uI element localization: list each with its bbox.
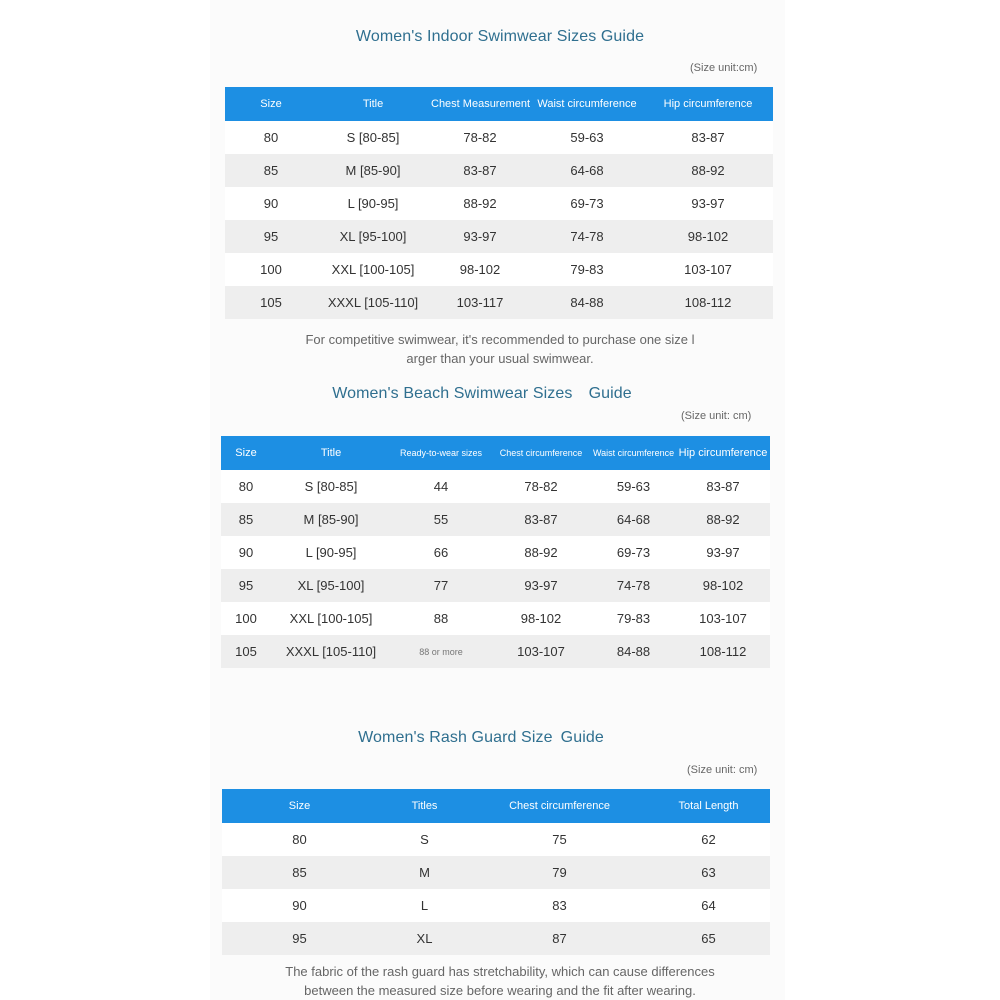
cell-waist: 59-63 <box>531 121 643 154</box>
cell-waist: 79-83 <box>591 602 676 635</box>
table-row <box>225 121 773 154</box>
table-row <box>222 823 770 856</box>
table-row <box>221 536 770 569</box>
cell-waist: 64-68 <box>531 154 643 187</box>
beach-size-table <box>221 436 770 668</box>
cell-size: 85 <box>225 154 317 187</box>
cell-title: L [90-95] <box>271 536 391 569</box>
cell-size: 95 <box>222 922 377 955</box>
cell-chest: 78-82 <box>491 470 591 503</box>
cell-size: 90 <box>222 889 377 922</box>
indoor-title: Women's Indoor Swimwear Sizes Guide <box>355 28 645 45</box>
cell-size: 100 <box>221 602 271 635</box>
cell-hip: 103-107 <box>643 253 773 286</box>
header-ready-to-wear: Ready-to-wear sizes <box>391 436 491 470</box>
cell-title: L <box>377 889 472 922</box>
cell-chest: 93-97 <box>429 220 531 253</box>
cell-length: 65 <box>647 922 770 955</box>
cell-length: 64 <box>647 889 770 922</box>
cell-hip: 103-107 <box>676 602 770 635</box>
table-row <box>225 154 773 187</box>
cell-chest: 103-117 <box>429 286 531 319</box>
header-size: Size <box>221 436 271 470</box>
table-row <box>222 922 770 955</box>
cell-hip: 93-97 <box>676 536 770 569</box>
cell-chest: 88-92 <box>491 536 591 569</box>
header-total-length: Total Length <box>647 789 770 823</box>
cell-ready-to-wear: 44 <box>391 470 491 503</box>
cell-title: M [85-90] <box>317 154 429 187</box>
cell-waist: 64-68 <box>591 503 676 536</box>
cell-chest: 83-87 <box>491 503 591 536</box>
header-titles: Titles <box>377 789 472 823</box>
cell-waist: 84-88 <box>591 635 676 668</box>
rash-note-line2: between the measured size before wearing and the fit after wearing. <box>304 983 696 998</box>
cell-waist: 69-73 <box>591 536 676 569</box>
rash-title: Women's Rash Guard Size Guide <box>358 729 604 746</box>
cell-ready-to-wear: 88 <box>391 602 491 635</box>
cell-chest: 88-92 <box>429 187 531 220</box>
header-waist: Waist circumference <box>591 436 676 470</box>
cell-length: 63 <box>647 856 770 889</box>
cell-chest: 93-97 <box>491 569 591 602</box>
cell-size: 80 <box>222 823 377 856</box>
table-row <box>225 187 773 220</box>
cell-ready-to-wear: 66 <box>391 536 491 569</box>
cell-title: S [80-85] <box>317 121 429 154</box>
cell-hip: 93-97 <box>643 187 773 220</box>
cell-chest: 98-102 <box>491 602 591 635</box>
table-row <box>221 602 770 635</box>
table-row <box>225 220 773 253</box>
cell-ready-to-wear: 88 or more <box>391 635 491 668</box>
cell-size: 95 <box>225 220 317 253</box>
header-hip: Hip circumference <box>676 436 770 470</box>
cell-hip: 83-87 <box>676 470 770 503</box>
table-row <box>221 503 770 536</box>
rash-note-line1: The fabric of the rash guard has stretchability, which can cause differences <box>285 964 715 979</box>
cell-title: XXXL [105-110] <box>317 286 429 319</box>
beach-title: Women's Beach Swimwear Sizes Guide <box>332 385 632 402</box>
cell-title: M <box>377 856 472 889</box>
header-chest: Chest circumference <box>472 789 647 823</box>
cell-hip: 108-112 <box>643 286 773 319</box>
indoor-unit: (Size unit:cm) <box>690 62 758 74</box>
cell-title: XXL [100-105] <box>317 253 429 286</box>
table-row <box>221 470 770 503</box>
rash-unit: (Size unit: cm) <box>687 764 758 776</box>
header-size: Size <box>225 87 317 121</box>
cell-size: 105 <box>221 635 271 668</box>
header-size: Size <box>222 789 377 823</box>
header-chest: Chest Measurement <box>429 87 531 121</box>
header-chest: Chest circumference <box>491 436 591 470</box>
cell-hip: 88-92 <box>643 154 773 187</box>
rash-size-table <box>222 789 770 955</box>
cell-chest: 78-82 <box>429 121 531 154</box>
table-row <box>221 635 770 668</box>
cell-ready-to-wear: 77 <box>391 569 491 602</box>
cell-hip: 83-87 <box>643 121 773 154</box>
cell-ready-to-wear: 55 <box>391 503 491 536</box>
table-row <box>225 253 773 286</box>
cell-title: XXXL [105-110] <box>271 635 391 668</box>
cell-waist: 59-63 <box>591 470 676 503</box>
cell-size: 80 <box>221 470 271 503</box>
cell-chest: 98-102 <box>429 253 531 286</box>
cell-chest: 87 <box>472 922 647 955</box>
cell-title: S <box>377 823 472 856</box>
table-header-row <box>225 87 773 121</box>
beach-unit: (Size unit: cm) <box>681 410 752 422</box>
cell-hip: 98-102 <box>676 569 770 602</box>
header-waist: Waist circumference <box>531 87 643 121</box>
cell-size: 90 <box>225 187 317 220</box>
table-row <box>225 286 773 319</box>
cell-waist: 84-88 <box>531 286 643 319</box>
cell-size: 100 <box>225 253 317 286</box>
cell-title: L [90-95] <box>317 187 429 220</box>
cell-chest: 103-107 <box>491 635 591 668</box>
cell-waist: 79-83 <box>531 253 643 286</box>
cell-hip: 108-112 <box>676 635 770 668</box>
header-title: Title <box>317 87 429 121</box>
cell-waist: 74-78 <box>531 220 643 253</box>
cell-title: XL [95-100] <box>271 569 391 602</box>
cell-hip: 88-92 <box>676 503 770 536</box>
table-header-row <box>222 789 770 823</box>
cell-size: 90 <box>221 536 271 569</box>
cell-chest: 83 <box>472 889 647 922</box>
cell-waist: 74-78 <box>591 569 676 602</box>
cell-size: 95 <box>221 569 271 602</box>
indoor-note-line1: For competitive swimwear, it's recommended to purchase one size l <box>305 332 695 347</box>
cell-title: XXL [100-105] <box>271 602 391 635</box>
header-title: Title <box>271 436 391 470</box>
cell-title: M [85-90] <box>271 503 391 536</box>
cell-hip: 98-102 <box>643 220 773 253</box>
cell-size: 80 <box>225 121 317 154</box>
indoor-size-table <box>225 87 773 319</box>
cell-chest: 75 <box>472 823 647 856</box>
table-row <box>222 856 770 889</box>
cell-chest: 83-87 <box>429 154 531 187</box>
cell-size: 105 <box>225 286 317 319</box>
cell-chest: 79 <box>472 856 647 889</box>
cell-size: 85 <box>222 856 377 889</box>
cell-title: XL [95-100] <box>317 220 429 253</box>
indoor-note-line2: arger than your usual swimwear. <box>406 351 594 366</box>
header-hip: Hip circumference <box>643 87 773 121</box>
cell-title: S [80-85] <box>271 470 391 503</box>
cell-title: XL <box>377 922 472 955</box>
table-header-row <box>221 436 770 470</box>
cell-size: 85 <box>221 503 271 536</box>
cell-waist: 69-73 <box>531 187 643 220</box>
table-row <box>222 889 770 922</box>
cell-length: 62 <box>647 823 770 856</box>
table-row <box>221 569 770 602</box>
